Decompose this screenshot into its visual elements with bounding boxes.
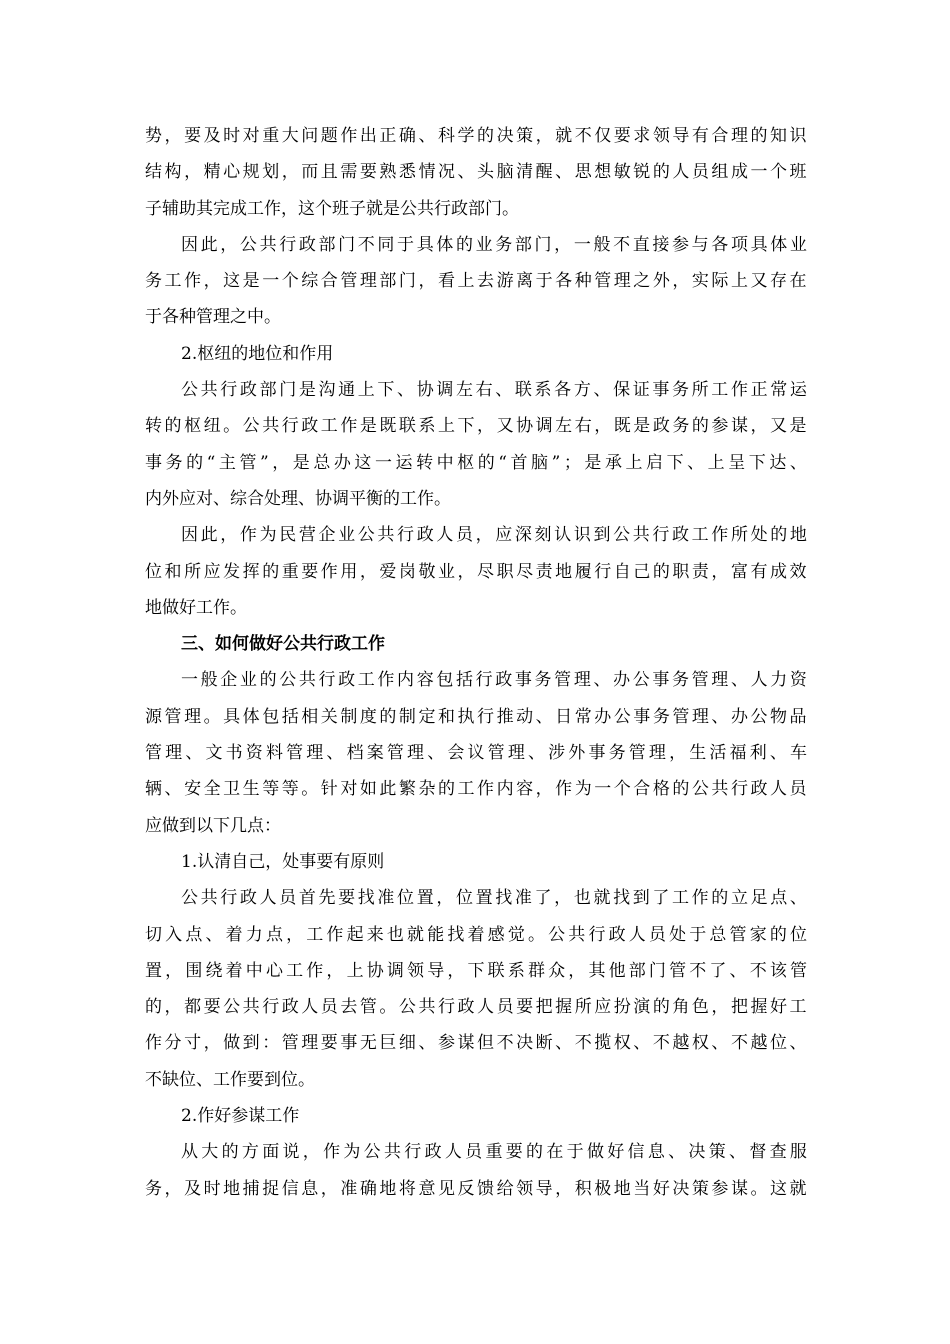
paragraph-line: 2.枢纽的地位和作用	[181, 343, 334, 364]
paragraph-line: 地做好工作。	[145, 597, 247, 618]
paragraph-line: 2.作好参谋工作	[181, 1106, 300, 1127]
paragraph-line: 公 共 行 政 人 员 首 先 要 找 准 位 置 ， 位 置 找 准 了 ， 也 就 找 到 了 工 作 的 立 足 点 、	[181, 888, 807, 909]
paragraph-line: 应做到以下几点：	[145, 815, 281, 836]
paragraph-line: 位 和 所 应 发 挥 的 重 要 作 用 ， 爱 岗 敬 业 ， 尽 职 尽 责 地 履 行 自 己 的 职 责 ， 富 有 成 效	[145, 561, 807, 582]
paragraph-line: 置 ， 围 绕 着 中 心 工 作 ， 上 协 调 领 导 ， 下 联 系 群 众 ， 其 他 部 门 管 不 了 、 不 该 管	[145, 960, 807, 981]
paragraph-line: 作 分 寸 ， 做 到 ： 管 理 要 事 无 巨 细 、 参 谋 但 不 决 断 、 不 揽 权 、 不 越 权 、 不 越 位 、	[145, 1033, 807, 1054]
paragraph-line: 于各种管理之中。	[145, 307, 281, 328]
paragraph-line: 务 工 作 ， 这 是 一 个 综 合 管 理 部 门 ， 看 上 去 游 离 于 各 种 管 理 之 外 ， 实 际 上 又 存 在	[145, 271, 807, 292]
paragraph-line: 不缺位、工作要到位。	[145, 1069, 315, 1090]
paragraph-line: 的 ， 都 要 公 共 行 政 人 员 去 管 。 公 共 行 政 人 员 要 把 握 所 应 扮 演 的 角 色 ， 把 握 好 工	[145, 997, 807, 1018]
paragraph-line: 辆 、 安 全 卫 生 等 等 。 针 对 如 此 繁 杂 的 工 作 内 容 ， 作 为 一 个 合 格 的 公 共 行 政 人 员	[145, 779, 807, 800]
paragraph-line: 内外应对、综合处理、协调平衡的工作。	[145, 488, 451, 509]
paragraph-line: 务 ， 及 时 地 捕 捉 信 息 ， 准 确 地 将 意 见 反 馈 给 领 导 ， 积 极 地 当 好 决 策 参 谋 。 这 就	[145, 1178, 807, 1199]
paragraph-line: 转 的 枢 纽 。 公 共 行 政 工 作 是 既 联 系 上 下 ， 又 协 调 左 右 ， 既 是 政 务 的 参 谋 ， 又 是	[145, 416, 807, 437]
paragraph-line: 1.认清自己，处事要有原则	[181, 851, 385, 872]
paragraph-line: 子辅助其完成工作，这个班子就是公共行政部门。	[145, 198, 519, 219]
paragraph-line: 势 ， 要 及 时 对 重 大 问 题 作 出 正 确 、 科 学 的 决 策 ， 就 不 仅 要 求 领 导 有 合 理 的 知 识	[145, 126, 807, 146]
document-page	[145, 121, 807, 1210]
paragraph-line: 结 构 ， 精 心 规 划 ， 而 且 需 要 熟 悉 情 况 、 头 脑 清 醒 、 思 想 敏 锐 的 人 员 组 成 一 个 班	[145, 162, 807, 183]
paragraph-line: 从 大 的 方 面 说 ， 作 为 公 共 行 政 人 员 重 要 的 在 于 做 好 信 息 、 决 策 、 督 查 服	[181, 1142, 807, 1163]
paragraph-line: 因 此 ， 公 共 行 政 部 门 不 同 于 具 体 的 业 务 部 门 ， 一 般 不 直 接 参 与 各 项 具 体 业	[181, 234, 807, 255]
paragraph-line: 因 此 ， 作 为 民 营 企 业 公 共 行 政 人 员 ， 应 深 刻 认 识 到 公 共 行 政 工 作 所 处 的 地	[181, 525, 807, 546]
paragraph-line: 管 理 、 文 书 资 料 管 理 、 档 案 管 理 、 会 议 管 理 、 涉 外 事 务 管 理 ， 生 活 福 利 、 车	[145, 743, 807, 764]
section-heading: 三、如何做好公共行政工作	[181, 634, 385, 655]
paragraph-line: 公 共 行 政 部 门 是 沟 通 上 下 、 协 调 左 右 、 联 系 各 方 、 保 证 事 务 所 工 作 正 常 运	[181, 380, 807, 401]
paragraph-line: 切 入 点 、 着 力 点 ， 工 作 起 来 也 就 能 找 着 感 觉 。 公 共 行 政 人 员 处 于 总 管 家 的 位	[145, 924, 807, 945]
paragraph-line: 事 务 的 “ 主 管 ” ， 是 总 办 这 一 运 转 中 枢 的 “ 首 脑 ” ； 是 承 上 启 下 、 上 呈 下 达 、	[145, 452, 807, 473]
paragraph-line: 一 般 企 业 的 公 共 行 政 工 作 内 容 包 括 行 政 事 务 管 理 、 办 公 事 务 管 理 、 人 力 资	[181, 670, 807, 691]
paragraph-line: 源 管 理 。 具 体 包 括 相 关 制 度 的 制 定 和 执 行 推 动 、 日 常 办 公 事 务 管 理 、 办 公 物 品	[145, 706, 807, 727]
